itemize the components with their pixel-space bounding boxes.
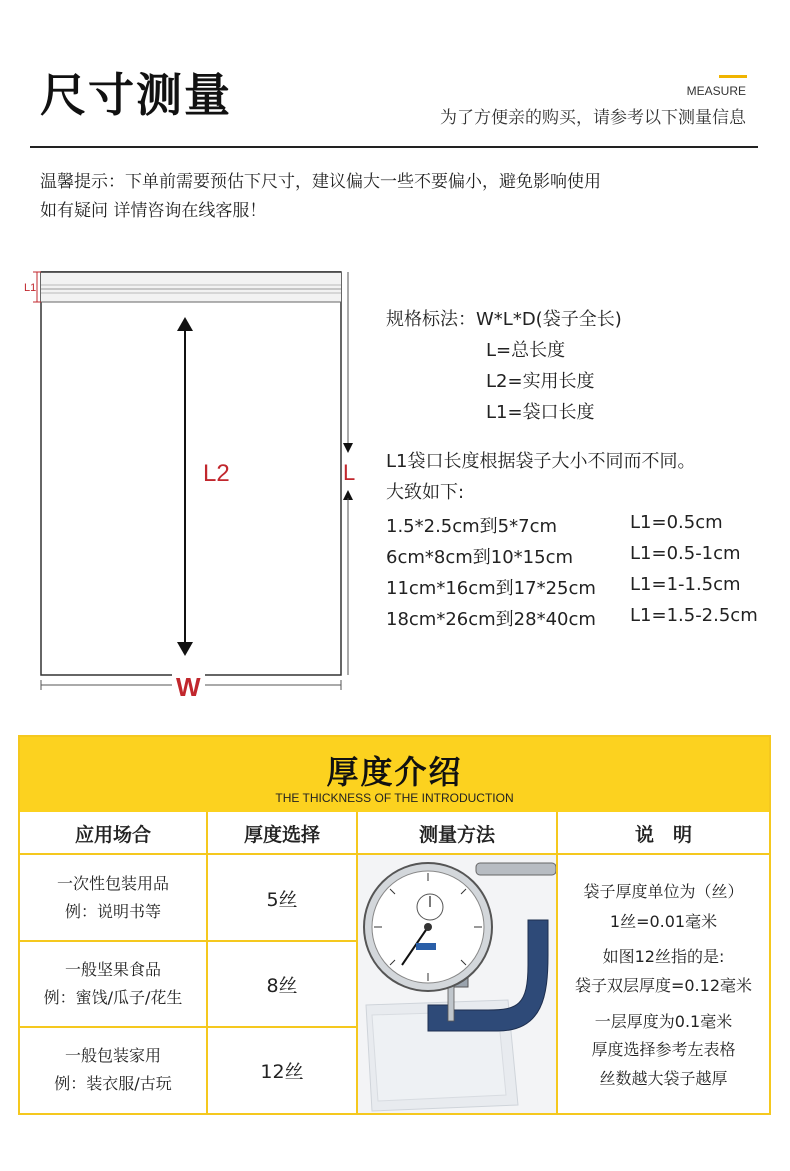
- description-line: 袋子双层厚度=0.12毫米: [574, 976, 753, 995]
- spec-note-2: 大致如下:: [386, 482, 465, 503]
- usage-example: 例：蜜饯/瓜子/花生: [43, 988, 183, 1007]
- table-row-usage: [20, 1042, 206, 1098]
- spec-note-1: L1袋口长度根据袋子大小不同而不同。: [386, 451, 696, 472]
- column-header-description: 说 明: [634, 824, 692, 846]
- l1-value: L1=0.5cm: [630, 512, 723, 533]
- usage-name: 一般包装家用: [64, 1046, 161, 1065]
- thickness-value: 5丝: [266, 889, 298, 911]
- description-line: 丝数越大袋子越厚: [599, 1069, 728, 1088]
- column-header-method: 测量方法: [418, 824, 495, 846]
- usage-name: 一般坚果食品: [64, 960, 161, 979]
- l1-value: L1=1-1.5cm: [630, 574, 741, 595]
- table-row-usage: [20, 870, 206, 926]
- spec-line-1: 规格标法：W*L*D(袋子全长): [386, 309, 622, 330]
- l1-value: L1=1.5-2.5cm: [630, 605, 758, 626]
- spec-line-2: L=总长度: [486, 340, 566, 361]
- thickness-subtitle: THE THICKNESS OF THE INTRODUCTION: [275, 791, 514, 805]
- size-range: 11cm*16cm到17*25cm: [386, 578, 596, 599]
- bag-diagram: [0, 260, 380, 700]
- measure-label: MEASURE: [686, 84, 746, 98]
- zipper-strip: [41, 272, 341, 302]
- spec-line-3: L2=实用长度: [486, 371, 595, 392]
- usage-example: 例：说明书等: [64, 902, 161, 921]
- accent-bar: [719, 75, 747, 78]
- bag-outline: [41, 272, 341, 675]
- description-line: 厚度选择参考左表格: [591, 1040, 736, 1059]
- spec-line-4: L1=袋口长度: [486, 402, 595, 423]
- page-subtitle: 为了方便亲的购买，请参考以下测量信息: [440, 108, 746, 128]
- tip-text: [40, 168, 601, 226]
- label-l-diagram: L: [343, 460, 356, 485]
- tip-line-2: 如有疑问 详情咨询在线客服！: [40, 201, 267, 221]
- table-divider: [20, 940, 358, 942]
- label-w-diagram: W: [172, 672, 205, 703]
- size-range: 1.5*2.5cm到5*7cm: [386, 516, 558, 537]
- column-header-usage: 应用场合: [74, 824, 151, 846]
- description-line: 1丝=0.01毫米: [609, 912, 718, 931]
- thickness-gauge-image: [358, 855, 556, 1113]
- l-arrow-head-down: [343, 443, 353, 453]
- table-divider: [20, 1026, 358, 1028]
- size-range: 6cm*8cm到10*15cm: [386, 547, 574, 568]
- thickness-section: [18, 735, 771, 1115]
- tip-line-1: 温馨提示：下单前需要预估下尺寸，建议偏大一些不要偏小，避免影响使用: [40, 172, 601, 192]
- usage-name: 一次性包装用品: [56, 874, 169, 893]
- thickness-value: 12丝: [260, 1061, 304, 1083]
- page-title: 尺寸测量: [40, 68, 232, 122]
- usage-example: 例：装衣服/古玩: [54, 1074, 172, 1093]
- l1-value: L1=0.5-1cm: [630, 543, 741, 564]
- thickness-header: [20, 737, 769, 812]
- table-row-usage: [20, 956, 206, 1012]
- size-range: 18cm*26cm到28*40cm: [386, 609, 596, 630]
- thickness-value: 8丝: [266, 975, 298, 997]
- description-line: 袋子厚度单位为（丝）: [583, 882, 744, 901]
- description-line: 一层厚度为0.1毫米: [594, 1012, 733, 1031]
- label-l1-diagram: L1: [24, 282, 37, 294]
- description-line: 如图12丝指的是:: [602, 947, 725, 966]
- column-header-thickness: 厚度选择: [243, 824, 320, 846]
- label-l2-diagram: L2: [203, 460, 230, 487]
- header-divider: [30, 146, 758, 148]
- thickness-title: 厚度介绍: [326, 753, 463, 791]
